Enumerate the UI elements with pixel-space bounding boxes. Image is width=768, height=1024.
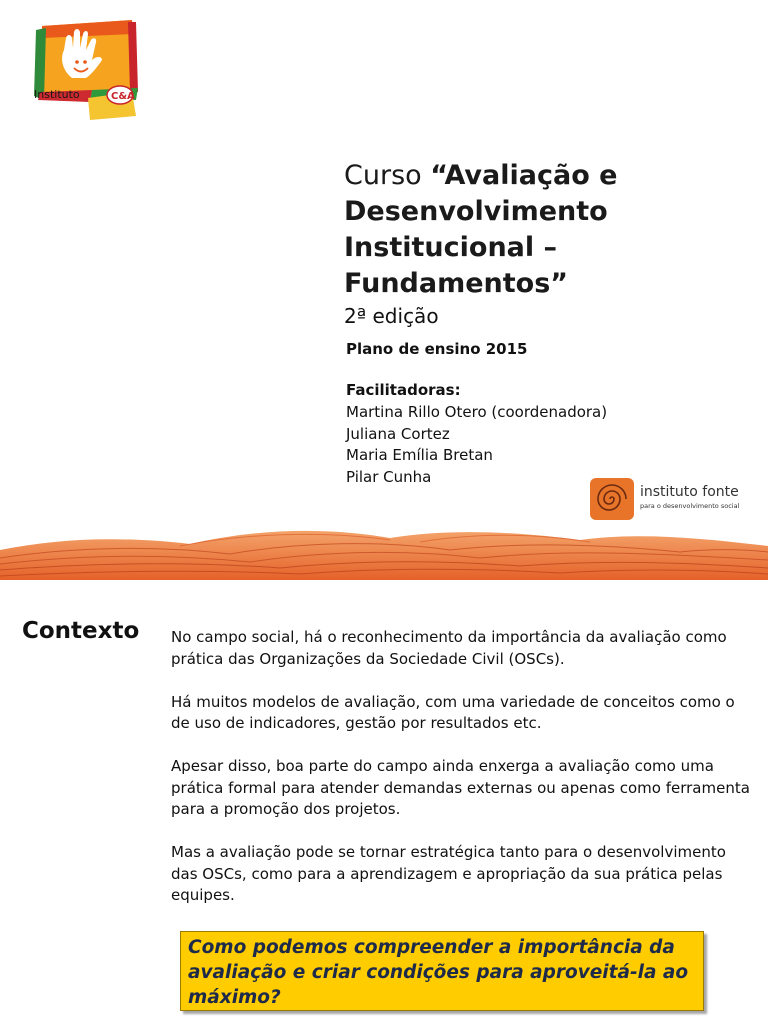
course-title-part-1: Avaliação e <box>444 160 618 191</box>
facilitator-name: Pilar Cunha <box>346 467 432 486</box>
course-title-block <box>344 158 744 329</box>
context-paragraph: Apesar disso, boa parte do campo ainda enxerga a avaliação como uma prática formal para atender demandas externas ou apenas como ferramenta para a promoção dos projetos. <box>171 757 750 818</box>
course-title-part-3: Institucional – <box>344 232 558 263</box>
course-title-line-1 <box>344 158 744 194</box>
logo-ca-label: Instituto <box>34 88 80 101</box>
title-open-quote: “ <box>430 160 445 191</box>
context-paragraph: Mas a avaliação pode se tornar estratégica tanto para o desenvolvimento das OSCs, como para a aprendizagem e apropriação da sua prática pelas equipes. <box>171 843 726 904</box>
fonte-name: instituto fonte <box>640 484 739 500</box>
course-edition: 2ª edição <box>344 304 439 328</box>
course-prefix: Curso <box>344 160 431 191</box>
logo-ca-brand: C&A <box>111 91 135 102</box>
question-callout <box>180 931 704 1011</box>
context-heading: Contexto <box>22 618 140 644</box>
teaching-plan: Plano de ensino 2015 <box>346 340 528 358</box>
fonte-tagline: para o desenvolvimento social <box>640 502 740 510</box>
facilitator-name: Maria Emília Bretan <box>346 446 493 464</box>
instituto-ca-logo <box>32 20 144 120</box>
context-body <box>171 627 751 928</box>
facilitator-name: Juliana Cortez <box>346 424 450 443</box>
context-paragraph: No campo social, há o reconhecimento da importância da avaliação como prática das Organizações da Sociedade Civil (OSCs). <box>171 628 727 668</box>
facilitators-list <box>346 402 607 488</box>
spiral-icon <box>588 474 638 524</box>
question-text: Como podemos compreender a importância da avaliação e criar condições para aproveitá-la ao máximo? <box>188 937 689 1008</box>
course-title-part-4: Fundamentos <box>344 268 551 299</box>
facilitator-name: Martina Rillo Otero (coordenadora) <box>346 403 608 421</box>
course-title-part-2: Desenvolvimento <box>344 196 608 227</box>
facilitators-heading: Facilitadoras: <box>346 381 461 399</box>
context-paragraph: Há muitos modelos de avaliação, com uma variedade de conceitos como o de uso de indicadores, gestão por resultados etc. <box>171 692 735 732</box>
title-close-quote: ” <box>550 268 569 299</box>
